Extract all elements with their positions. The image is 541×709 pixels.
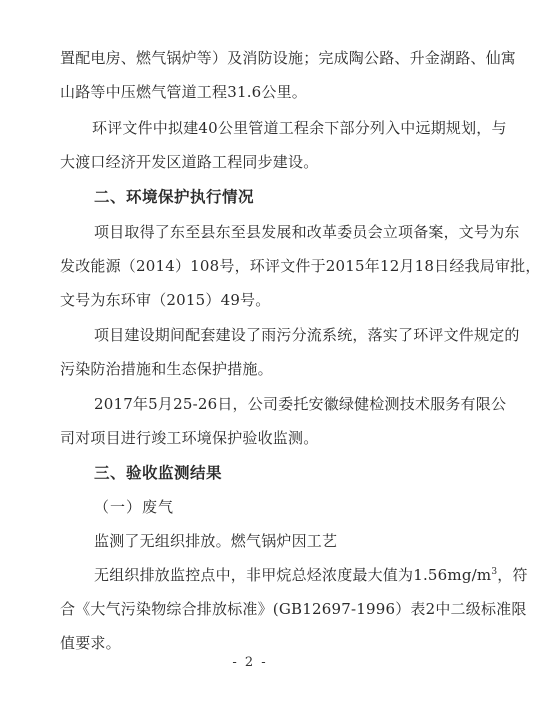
section-heading: 二、环境保护执行情况 — [94, 188, 255, 206]
paragraph-line: 发改能源（2014）108号，环评文件于2015年12月18日经我局审批， — [60, 257, 541, 275]
paragraph-line: 监测了无组织排放。燃气锅炉因工艺 — [94, 532, 338, 550]
superscript: 3 — [491, 567, 498, 577]
paragraph-line: 项目建设期间配套建设了雨污分流系统，落实了环评文件规定的 — [94, 326, 520, 344]
page-number: - 2 - — [232, 655, 268, 670]
paragraph-line: 2017年5月25-26日，公司委托安徽绿健检测技术服务有限公 — [94, 395, 507, 413]
paragraph-line — [94, 565, 528, 585]
line-text: 无组织排放监控点中，非甲烷总烃浓度最大值为1.56mg/m — [94, 566, 492, 584]
paragraph-line: 文号为东环审（2015）49号。 — [60, 291, 271, 309]
paragraph-line: 污染防治措施和生态保护措施。 — [60, 360, 273, 378]
line-text: ，符 — [497, 566, 528, 584]
paragraph-line: 大渡口经济开发区道路工程同步建设。 — [60, 153, 319, 171]
paragraph-line: 合《大气污染物综合排放标准》(GB12697-1996）表2中二级标准限 — [60, 600, 527, 618]
paragraph-line: 山路等中压燃气管道工程31.6公里。 — [60, 83, 307, 101]
paragraph-line: 置配电房、燃气锅炉等）及消防设施；完成陶公路、升金湖路、仙寓 — [60, 49, 517, 67]
paragraph-line: 司对项目进行竣工环境保护验收监测。 — [60, 429, 319, 447]
subsection-heading: （一）废气 — [94, 498, 175, 516]
paragraph-line: 项目取得了东至县东至县发展和改革委员会立项备案，文号为东 — [94, 223, 520, 241]
paragraph-line: 环评文件中拟建40公里管道工程余下部分列入中远期规划，与 — [92, 119, 507, 137]
section-heading: 三、验收监测结果 — [94, 464, 223, 482]
paragraph-line: 值要求。 — [60, 634, 121, 652]
